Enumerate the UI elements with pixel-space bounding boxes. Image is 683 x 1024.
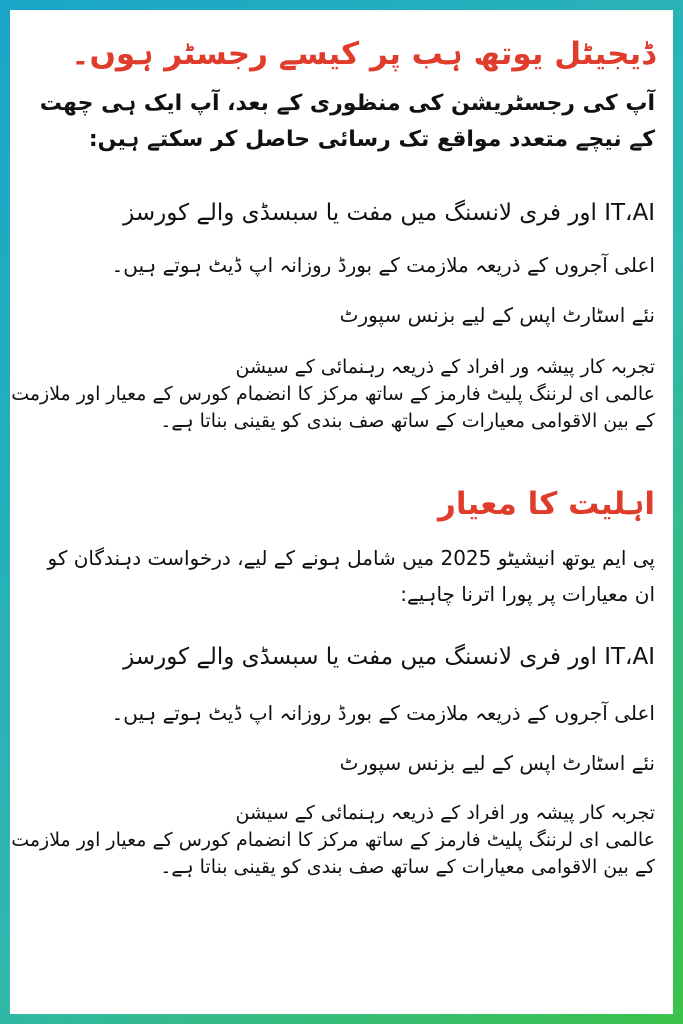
- detail-line: تجربہ کار پیشہ ور افراد کے ذریعہ رہنمائی کے سیشن: [235, 356, 655, 378]
- benefit-details-block: [11, 354, 655, 435]
- registration-intro: آپ کی رجسٹریشن کی منظوری کے بعد، آپ ایک ہی چھت کے نیچے متعدد مواقع تک رسائی حاصل کر سکتے ہیں:: [39, 91, 655, 152]
- section-title-registration: ڈیجیٹل یوتھ ہب پر کیسے رجسٹر ہوں۔: [71, 36, 655, 72]
- criteria-item-courses: IT،AI اور فری لانسنگ میں مفت یا سبسڈی والے کورسز: [123, 644, 655, 670]
- criteria-item-job-board: اعلی آجروں کے ذریعہ ملازمت کے بورڈ روزانہ اپ ڈیٹ ہوتے ہیں۔: [111, 701, 655, 725]
- detail-line: کے بین الاقوامی معیارات کے ساتھ صف بندی کو یقینی بناتا ہے۔: [160, 410, 655, 432]
- detail-line: کے بین الاقوامی معیارات کے ساتھ صف بندی کو یقینی بناتا ہے۔: [160, 856, 655, 878]
- eligibility-intro: پی ایم یوتھ انیشیٹو 2025 میں شامل ہونے کے لیے، درخواست دہندگان کو ان معیارات پر پورا اترنا چاہیے:: [47, 546, 655, 606]
- benefit-item-courses: IT،AI اور فری لانسنگ میں مفت یا سبسڈی والے کورسز: [123, 200, 655, 226]
- criteria-item-startup-support: نئے اسٹارٹ اپس کے لیے بزنس سپورٹ: [339, 751, 655, 775]
- criteria-details-block: [11, 800, 655, 881]
- article-body: [11, 10, 655, 1014]
- detail-line: عالمی ای لرننگ پلیٹ فارمز کے ساتھ مرکز کا انضمام کورس کے معیار اور ملازمت: [11, 829, 655, 851]
- benefit-item-startup-support: نئے اسٹارٹ اپس کے لیے بزنس سپورٹ: [339, 303, 655, 327]
- detail-line: تجربہ کار پیشہ ور افراد کے ذریعہ رہنمائی کے سیشن: [235, 802, 655, 824]
- section-title-eligibility: اہلیت کا معیار: [438, 486, 655, 522]
- content-card: [10, 10, 673, 1014]
- detail-line: عالمی ای لرننگ پلیٹ فارمز کے ساتھ مرکز کا انضمام کورس کے معیار اور ملازمت: [11, 383, 655, 405]
- benefit-item-job-board: اعلی آجروں کے ذریعہ ملازمت کے بورڈ روزانہ اپ ڈیٹ ہوتے ہیں۔: [111, 253, 655, 277]
